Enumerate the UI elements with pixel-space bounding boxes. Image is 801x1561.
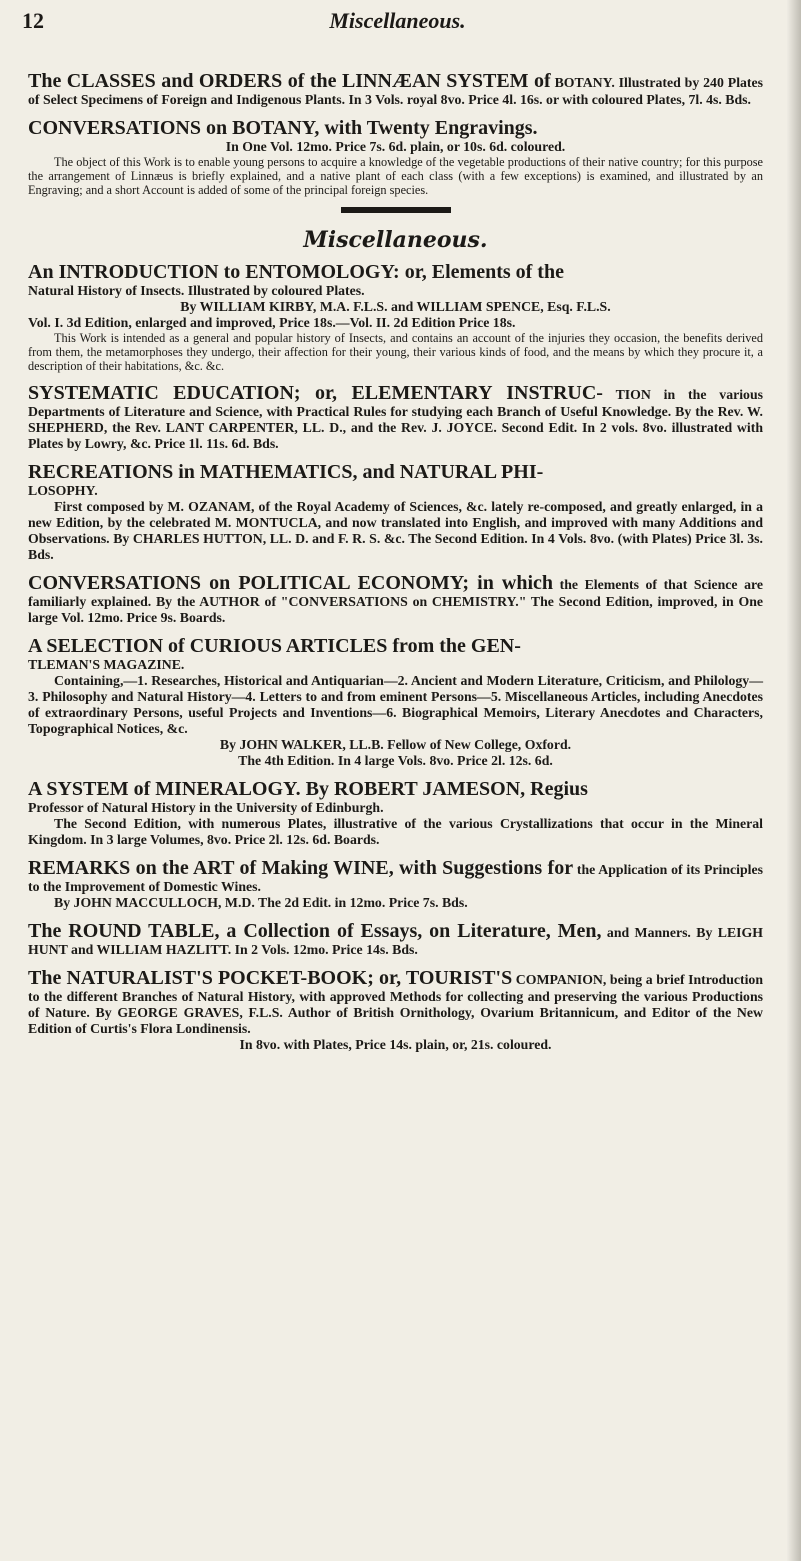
page-header bbox=[22, 8, 773, 34]
entry-body: the Application of its Principles to the Improvement of Domestic Wines. bbox=[28, 862, 763, 894]
entry-lead: A SYSTEM of MINERALOGY. By ROBERT JAMESON, Regius bbox=[28, 778, 588, 800]
entry-systematic-education bbox=[28, 382, 763, 452]
entry-lead-cont: Professor of Natural History in the University of Edinburgh. bbox=[28, 800, 384, 815]
running-title: Miscellaneous. bbox=[329, 8, 466, 33]
page-edge-shadow bbox=[787, 0, 801, 1561]
entry-wine bbox=[28, 857, 763, 911]
entry-text bbox=[28, 70, 763, 108]
entry-linnaean bbox=[28, 70, 763, 108]
entry-author: By JOHN WALKER, LL.B. Fellow of New College, Oxford. bbox=[219, 737, 572, 752]
entry-political-economy bbox=[28, 572, 763, 626]
entry-lead: CONVERSATIONS on POLITICAL ECONOMY; in which bbox=[28, 572, 554, 594]
entry-lead: A SELECTION of CURIOUS ARTICLES from the GEN- bbox=[28, 635, 521, 657]
entry-body: Containing,—1. Researches, Historical and Antiquarian—2. Ancient and Modern Literature, Criticism, and Philology—3. Philosophy and Natural History—4. Letters to and from eminent Persons—5. Miscellaneous Articles, including Anecdotes of extraordinary Persons, useful Projects and Inventions—6. Biographical Memoirs, Literary Anecdotes and Characters, Topographical Notices, &c. bbox=[28, 673, 763, 736]
entry-body: and Manners. By LEIGH HUNT and WILLIAM HAZLITT. In 2 Vols. 12mo. Price 14s. Bds. bbox=[28, 925, 763, 957]
entry-body: First composed by M. OZANAM, of the Royal Academy of Sciences, &c. lately re-composed, and greatly enlarged, in a new Edition, by the celebrated M. MONTUCLA, and now translated into English, and improved with many Additions and Observations. By CHARLES HUTTON, LL. D. and F. R. S. &c. The Second Edition. In 4 Vols. 8vo. (with Plates) Price 3l. 3s. Bds. bbox=[28, 499, 763, 562]
entry-lead: RECREATIONS in MATHEMATICS, and NATURAL PHI- bbox=[28, 461, 544, 483]
entry-lead: CONVERSATIONS on BOTANY, with Twenty Engravings. bbox=[28, 117, 538, 139]
entry-lead: The CLASSES and ORDERS of the LINNÆAN SYSTEM of bbox=[28, 70, 551, 92]
entry-entomology bbox=[28, 261, 763, 373]
entry-lead: REMARKS on the ART of Making WINE, with Suggestions for bbox=[28, 857, 574, 879]
entry-body: the Elements of that Science are familiarly explained. By the AUTHOR of "CONVERSATIONS on CHEMISTRY." The Second Edition, improved, in One large Vol. 12mo. Price 9s. Boards. bbox=[28, 577, 764, 625]
entry-authors: By WILLIAM KIRBY, M.A. F.L.S. and WILLIAM SPENCE, Esq. F.L.S. bbox=[180, 299, 611, 314]
section-title: Miscellaneous. bbox=[303, 227, 488, 253]
entry-subtitle: Natural History of Insects. Illustrated by coloured Plates. bbox=[28, 283, 365, 298]
entry-recreations bbox=[28, 461, 763, 563]
entry-body: BOTANY. Illustrated by 240 Plates of Select Specimens of Foreign and Indigenous Plants. In 3 Vols. royal 8vo. Price 4l. 16s. or with coloured Plates, 7l. 4s. Bds. bbox=[28, 75, 764, 107]
page-content bbox=[28, 70, 763, 1062]
divider-rule bbox=[341, 207, 451, 213]
entry-editions: Vol. I. 3d Edition, enlarged and improved, Price 18s.—Vol. II. 2d Edition Price 18s. bbox=[28, 315, 516, 330]
entry-note: The object of this Work is to enable young persons to acquire a knowledge of the vegetable productions of their native country; for this purpose the arrangement of Linnæus is briefly explained, and a native plant of each class (with a few exceptions) is examined, and illustrated by an Engraving; and a short Account is added of some of the principal foreign species. bbox=[28, 155, 763, 197]
entry-lead-cont: LOSOPHY. bbox=[28, 483, 98, 498]
entry-price: In 8vo. with Plates, Price 14s. plain, or, 21s. coloured. bbox=[239, 1037, 552, 1052]
entry-lead: SYSTEMATIC EDUCATION; or, ELEMENTARY INSTRUC- bbox=[28, 382, 603, 404]
entry-round-table bbox=[28, 920, 763, 958]
entry-lead-cont: TLEMAN'S MAGAZINE. bbox=[28, 657, 185, 672]
entry-lead: The ROUND TABLE, a Collection of Essays, on Literature, Men, bbox=[28, 920, 602, 942]
entry-lead: The NATURALIST'S POCKET-BOOK; or, TOURIST'S bbox=[28, 967, 513, 989]
entry-body: The Second Edition, with numerous Plates, illustrative of the various Crystallizations that occur in the Mineral Kingdom. In 3 large Volumes, 8vo. Price 2l. 12s. 6d. Boards. bbox=[28, 816, 763, 847]
entry-conversations-botany bbox=[28, 117, 763, 197]
entry-curious-articles bbox=[28, 635, 763, 769]
entry-edition: The 4th Edition. In 4 large Vols. 8vo. Price 2l. 12s. 6d. bbox=[238, 753, 553, 768]
entry-price: In One Vol. 12mo. Price 7s. 6d. plain, or 10s. 6d. coloured. bbox=[225, 139, 566, 154]
page-number: 12 bbox=[22, 8, 44, 33]
entry-body: COMPANION, being a brief Introduction to the different Branches of Natural History, with approved Methods for collecting and preserving the various Productions of Nature. By GEORGE GRAVES, F.L.S. Author of British Ornithology, Ovarium Britannicum, and Editor of the New Edition of Curtis's Flora Londinensis. bbox=[28, 972, 764, 1036]
entry-lead: An INTRODUCTION to ENTOMOLOGY: or, Elements of the bbox=[28, 261, 564, 283]
entry-note: This Work is intended as a general and popular history of Insects, and contains an account of the injuries they occasion, the benefits derived from them, the metamorphoses they undergo, their affection for their young, their various kinds of food, and the means by which they procure it, a description of their habitations, &c. &c. bbox=[28, 331, 763, 373]
entry-body: TION in the various Departments of Literature and Science, with Practical Rules for studying each Branch of Useful Knowledge. By the Rev. W. SHEPHERD, the Rev. LANT CARPENTER, LL. D., and the Rev. J. JOYCE. Second Edit. In 2 vols. 8vo. illustrated with Plates by Lowry, &c. Price 1l. 11s. 6d. Bds. bbox=[28, 387, 763, 451]
entry-mineralogy bbox=[28, 778, 763, 848]
entry-author: By JOHN MACCULLOCH, M.D. The 2d Edit. in 12mo. Price 7s. Bds. bbox=[54, 895, 468, 910]
entry-naturalist bbox=[28, 967, 763, 1053]
